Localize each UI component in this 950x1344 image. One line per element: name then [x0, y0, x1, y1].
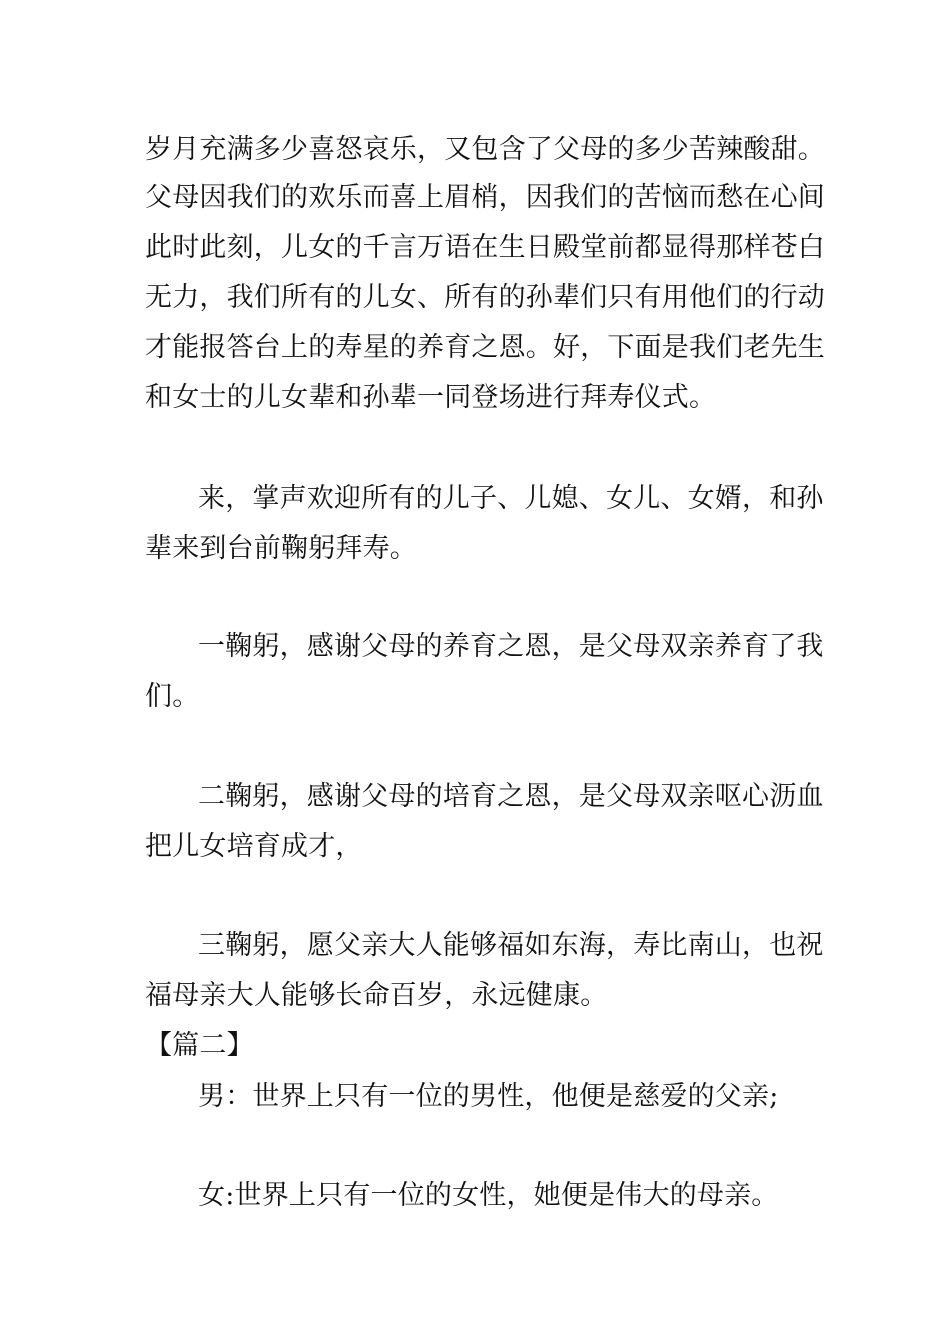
text-line: 父母因我们的欢乐而喜上眉梢，因我们的苦恼而愁在心间 — [145, 182, 825, 213]
text-line: 辈来到台前鞠躬拜寿。 — [145, 533, 417, 564]
text-line: 一鞠躬，感谢父母的养育之恩，是父母双亲养育了我 — [198, 631, 824, 662]
text-line: 岁月充满多少喜怒哀乐，又包含了父母的多少苦辣酸甜。 — [145, 134, 825, 165]
text-line: 才能报答台上的寿星的养育之恩。好，下面是我们老先生 — [145, 332, 825, 363]
text-line: 二鞠躬，感谢父母的培育之恩，是父母双亲呕心沥血 — [198, 781, 824, 812]
text-line: 来，掌声欢迎所有的儿子、儿媳、女儿、女婿，和孙 — [198, 483, 824, 514]
paragraph-7: 女:世界上只有一位的女性，她便是伟大的母亲。 — [198, 1180, 779, 1211]
paragraph-6: 男：世界上只有一位的男性，他便是慈爱的父亲; — [198, 1081, 779, 1112]
text-line: 无力，我们所有的儿女、所有的孙辈们只有用他们的行动 — [145, 282, 825, 313]
text-line: 福母亲大人能够长命百岁，永远健康。 — [145, 980, 608, 1011]
text-line: 们。 — [145, 681, 200, 712]
section-heading: 【篇二】 — [145, 1030, 254, 1061]
text-line: 三鞠躬，愿父亲大人能够福如东海，寿比南山，也祝 — [198, 930, 824, 961]
text-line: 此时此刻，儿女的千言万语在生日殿堂前都显得那样苍白 — [145, 232, 825, 263]
text-line: 把儿女培育成才， — [145, 831, 363, 862]
text-line: 和女士的儿女辈和孙辈一同登场进行拜寿仪式。 — [145, 382, 717, 413]
